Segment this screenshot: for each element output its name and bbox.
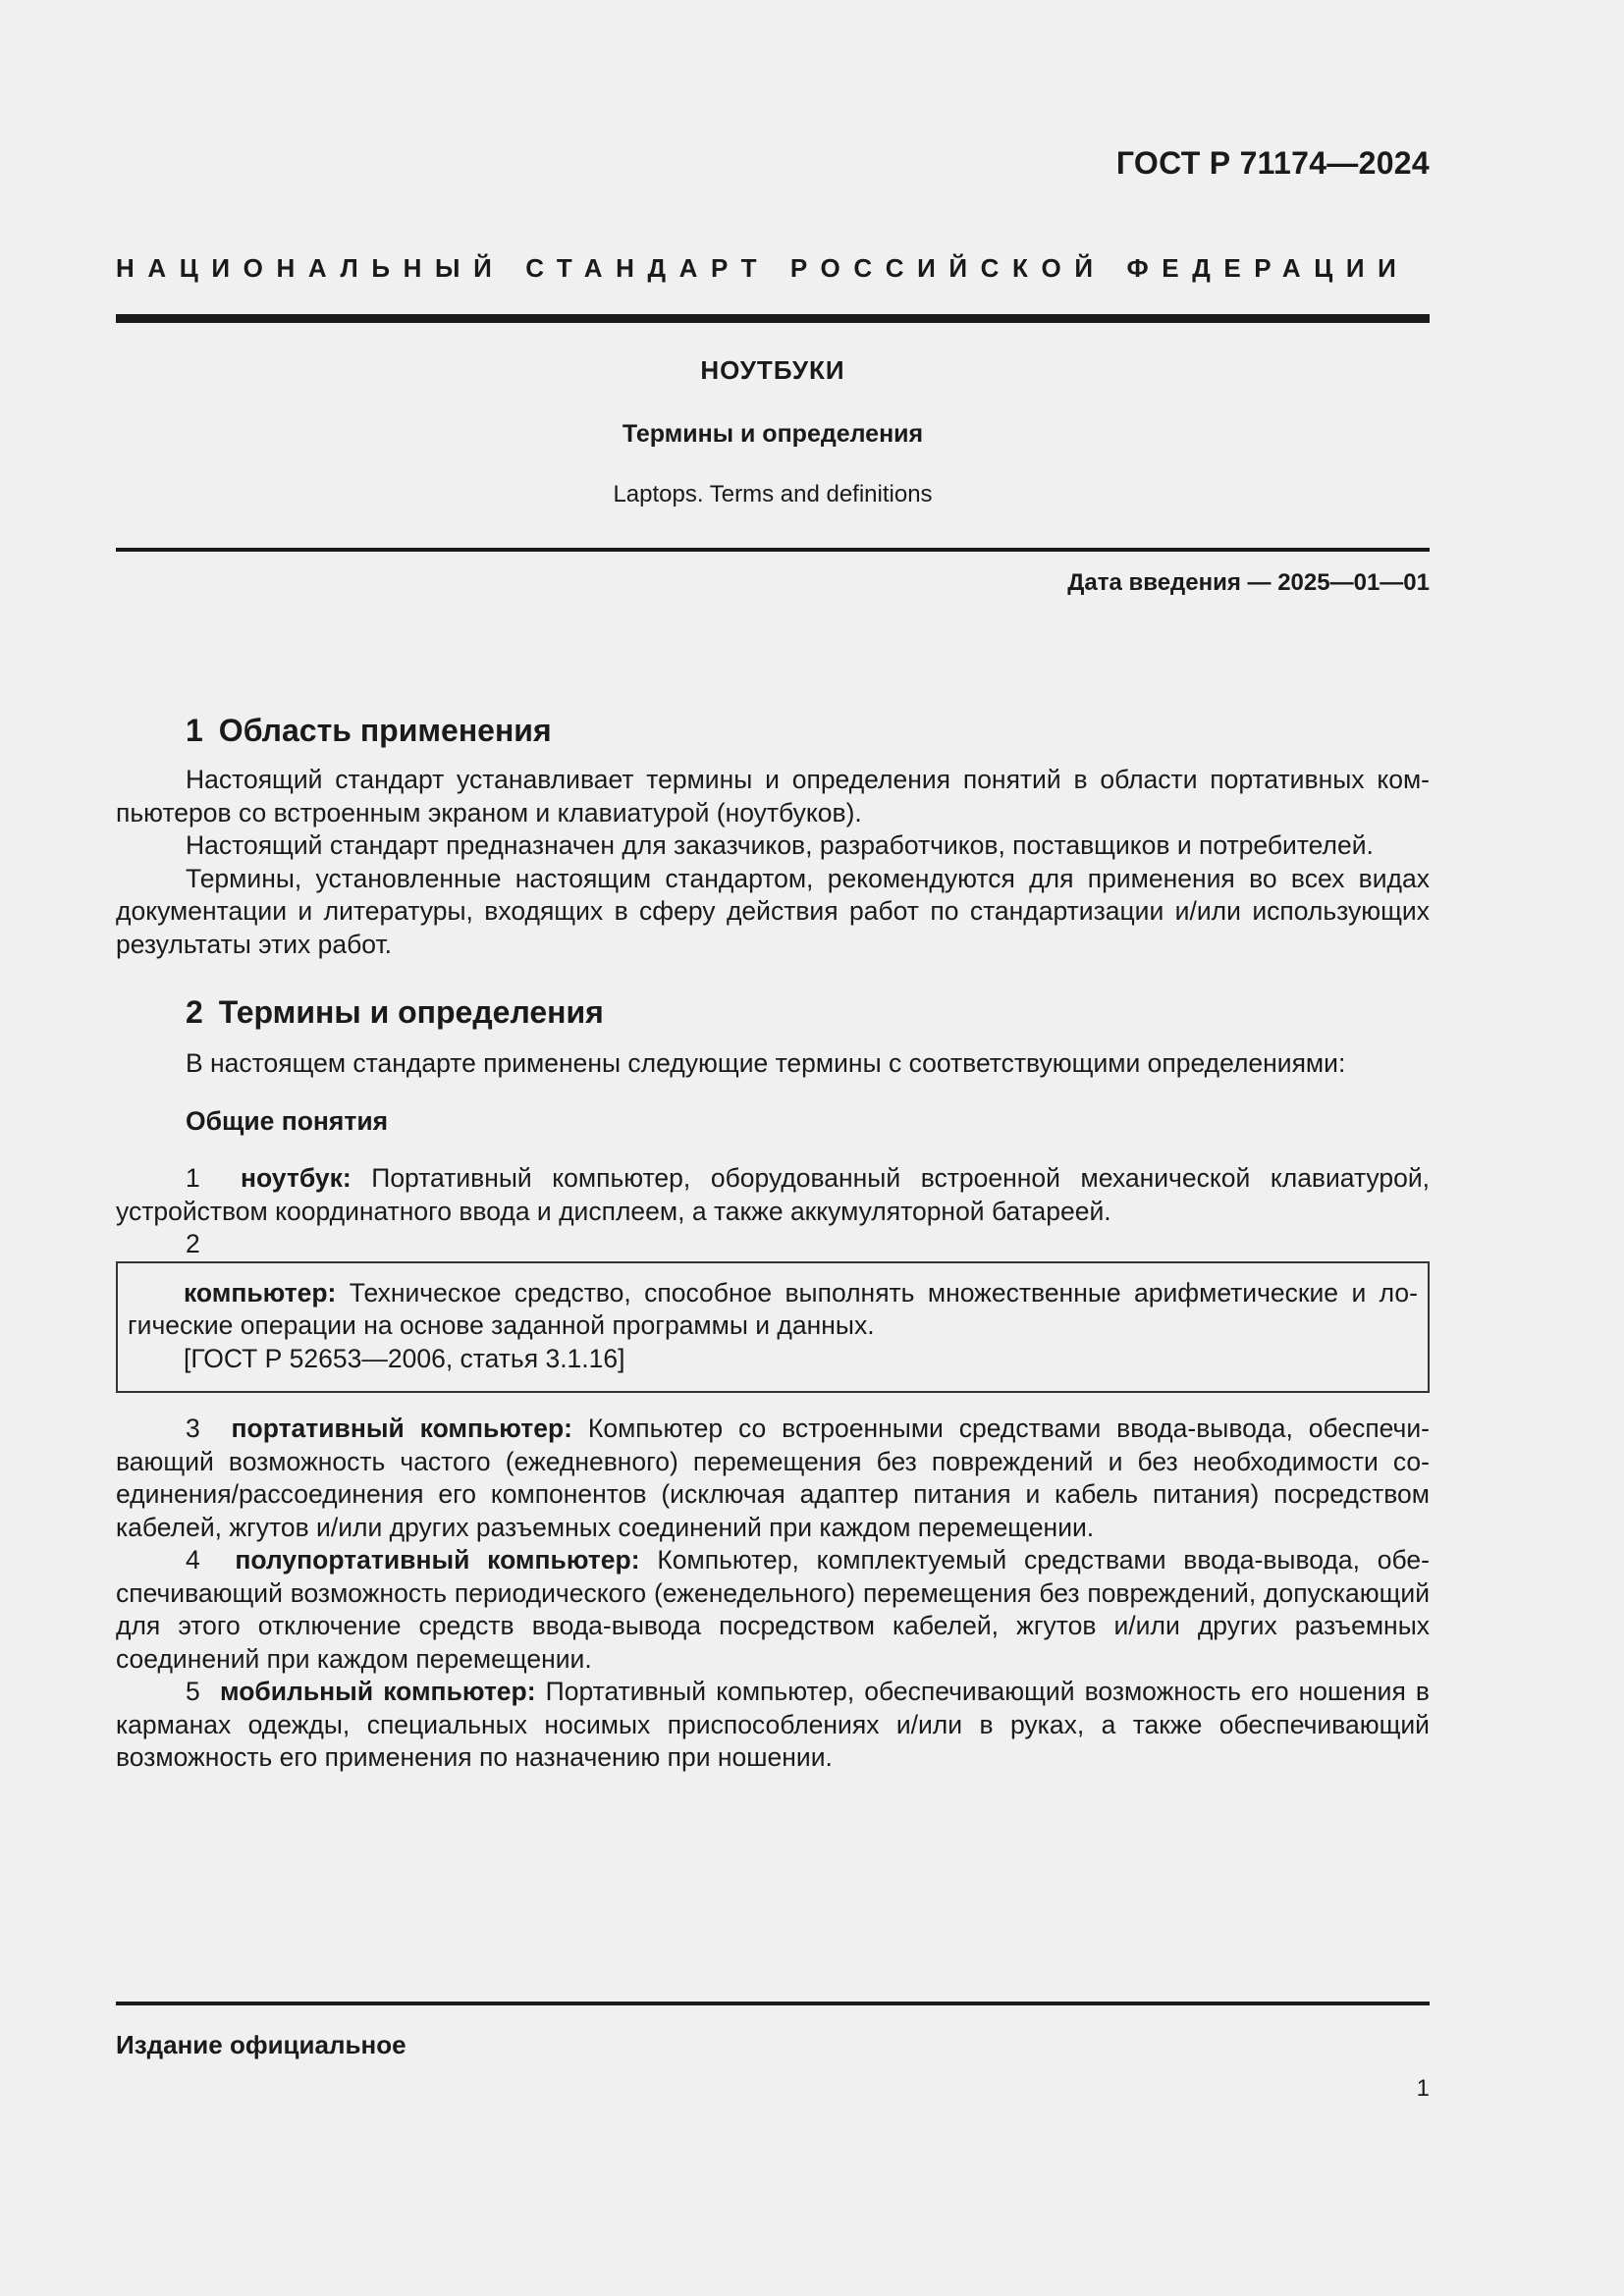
term-definition: Портативный компьютер, обеспечивающий возможность его ношения в карманах одежды, специальных носимых приспособлениях и/или в руках, а также обеспечивающий возможность его применения по назначению при ношении.	[116, 1677, 1431, 1772]
document-number: ГОСТ Р 71174—2024	[1115, 145, 1430, 181]
term-label: портативный компьютер:	[231, 1414, 573, 1443]
term-entry	[128, 1277, 1418, 1343]
footer-divider	[116, 2002, 1430, 2005]
term-number-line	[116, 1228, 1430, 1261]
term-reference: [ГОСТ Р 52653—2006, статья 3.1.16]	[184, 1343, 625, 1373]
term-number: 4	[186, 1545, 200, 1575]
official-edition-label: Издание официальное	[116, 2030, 406, 2059]
title-divider	[116, 548, 1430, 552]
term-label: компьютер:	[184, 1277, 337, 1308]
term-definition: Портативный компьютер, оборудованный встроенной механической клавиатурой, устройством координатного ввода и дисплеем, а также аккумуляторной батареей.	[116, 1163, 1430, 1226]
term-entry	[116, 1413, 1430, 1544]
english-title: Laptops. Terms and definitions	[613, 481, 933, 507]
term-definition: Техническое средство, способное выполнять множественные арифметические и логические операции на основе заданной программы и данных.	[128, 1277, 1418, 1340]
section-title: Область применения	[218, 713, 552, 748]
paragraph: Настоящий стандарт устанавливает термины и определения понятий в области портативных компьютеров со встроенным экраном и клавиатурой (ноутбуков).	[116, 765, 1430, 828]
paragraph: Термины, установленные настоящим стандартом, рекомендуются для применения во всех видах документации и литературы, входящих в сферу действия работ по стандартизации и/или использующих результаты этих работ.	[116, 863, 1430, 959]
section-title: Термины и определения	[218, 994, 604, 1030]
section-number: 2	[186, 994, 203, 1030]
paragraph: В настоящем стандарте применены следующие термины с соответствующими определениями:	[186, 1048, 1346, 1078]
page-number: 1	[1416, 2075, 1430, 2102]
subheading-general-concepts: Общие понятия	[186, 1105, 389, 1136]
section-heading-scope	[116, 711, 1430, 750]
document-subtitle: Термины и определения	[622, 420, 924, 448]
term-entry	[116, 1162, 1430, 1228]
term-number: 5	[186, 1677, 200, 1706]
paragraph: Настоящий стандарт предназначен для заказчиков, разработчиков, поставщиков и потребителей.	[186, 830, 1374, 860]
term-number: 1	[186, 1163, 200, 1193]
term-label: мобильный компьютер:	[219, 1677, 536, 1706]
national-standard-title: НАЦИОНАЛЬНЫЙ СТАНДАРТ РОССИЙСКОЙ ФЕДЕРАЦИИ	[116, 253, 1410, 283]
header-divider	[116, 314, 1430, 323]
term-label: полупортативный компьютер:	[235, 1545, 640, 1575]
term-entry	[116, 1544, 1430, 1676]
document-body	[116, 711, 1430, 1775]
term-definition: Компьютер со встроенными средствами ввода-вывода, обеспечивающий возможность частого (ежедневного) перемещения без повреждений и без необходимости соединения/рассоединения его компонентов (исключая адаптер питания и кабель питания) посредством кабелей, жгутов и/или других разъемных соединений при каждом перемещении.	[116, 1414, 1430, 1542]
reference-term-box	[116, 1261, 1430, 1394]
document-title: НОУТБУКИ	[700, 355, 845, 385]
term-number: 2	[186, 1229, 200, 1258]
term-number: 3	[186, 1414, 200, 1443]
document-page	[116, 0, 1430, 2296]
term-definition: Компьютер, комплектуемый средствами ввода-вывода, обеспечивающий возможность периодического (еженедельного) перемещения без повреждений, допускающий для этого отключение средств ввода-вывода посредством кабелей, жгутов и/или других разъемных соединений при каждом перемещении.	[116, 1545, 1430, 1674]
term-entry	[116, 1676, 1430, 1775]
section-heading-terms	[116, 992, 1430, 1032]
introduction-date: Дата введения — 2025—01—01	[1067, 569, 1430, 596]
term-label: ноутбук:	[240, 1163, 352, 1193]
section-number: 1	[186, 713, 203, 748]
